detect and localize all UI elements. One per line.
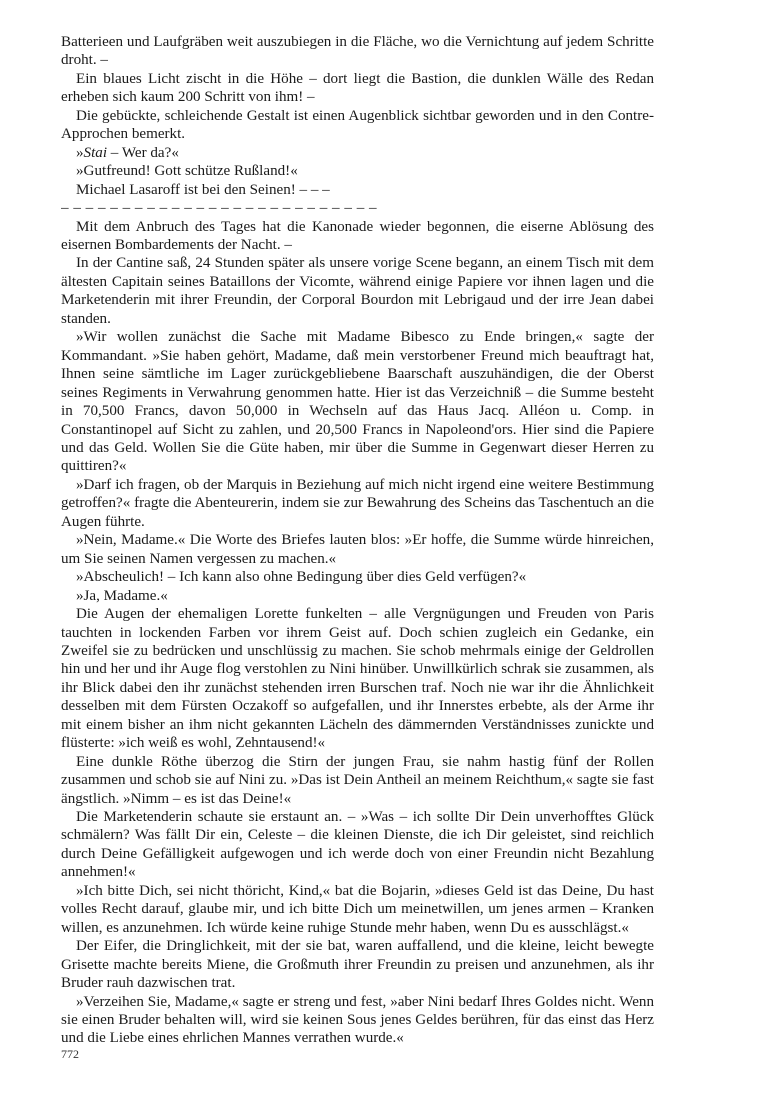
paragraph: Die gebückte, schleichende Gestalt ist einen Augenblick sichtbar geworden und in den Contre-Approchen bemerkt.: [61, 107, 654, 143]
paragraph: In der Cantine saß, 24 Stunden später als unsere vorige Scene begann, an einem Tisch mit dem ältesten Capitain seines Bataillons der Vicomte, während einige Papiere vor ihnen lagen und die Marketenderin mit ihrer Freundin, der Corporal Bourdon mit Lebrigaud und der irre Jean dabei standen.: [61, 255, 654, 327]
emphasis-word: Stai: [83, 144, 108, 161]
section-divider: – – – – – – – – – – – – – – – – – – – – – – – – – –: [61, 200, 378, 217]
dialogue-line: »Gutfreund! Gott schütze Rußland!«: [76, 163, 298, 180]
page-number: 772: [61, 1047, 79, 1061]
paragraph: »Darf ich fragen, ob der Marquis in Beziehung auf mich nicht irgend eine weitere Bestimmung getroffen?« fragte die Abenteurerin, indem sie zur Bewahrung des Scheins das Taschentuch an die Augen führte.: [61, 476, 654, 530]
paragraph: Die Marketenderin schaute sie erstaunt an. – »Was – ich sollte Dir Dein unverhofftes Glück schmälern? Was fällt Dir ein, Celeste – die kleinen Dienste, die ich Dir geleistet, sind reichlich durch Deine Gefälligkeit aufgewogen und ich werde doch von einer Freundin nicht Bezahlung annehmen!«: [61, 809, 654, 881]
paragraph: Eine dunkle Röthe überzog die Stirn der jungen Frau, sie nahm hastig fünf der Rollen zusammen und schob sie auf Nini zu. »Das ist Dein Antheil an meinem Reichthum,« sagte sie fast ängstlich. »Nimm – es ist das Deine!«: [61, 753, 654, 807]
paragraph: »Wir wollen zunächst die Sache mit Madame Bibesco zu Ende bringen,« sagte der Kommandant. »Sie haben gehört, Madame, daß mein verstorbener Freund mich beauftragt hat, Ihnen seine sämtliche im Lager zurückgebliebene Baarschaft auszuhändigen, die der Oberst seines Regiments in Verwahrung genommen hatte. Hier ist das Verzeichniß – die Summe besteht in 70,500 Francs, davon 50,000 in Wechseln auf das Haus Jacq. Alléon u. Comp. in Constantinopel auf Sicht zu zahlen, und 20,500 Francs in Napoleond'ors. Hier sind die Papiere und das Geld. Wollen Sie die Güte haben, mir über die Summe in Gegenwart dieser Herren zu quittiren?«: [61, 329, 654, 475]
dialogue-line: »Ja, Madame.«: [76, 587, 168, 604]
paragraph: Ein blaues Licht zischt in die Höhe – dort liegt die Bastion, die dunklen Wälle des Redan erheben sich kaum 200 Schritt von ihm! –: [61, 70, 654, 106]
dialogue-line: »Abscheulich! – Ich kann also ohne Bedingung über dies Geld verfügen?«: [76, 569, 527, 586]
page-body: [61, 33, 654, 1048]
paragraph: »Ich bitte Dich, sei nicht thöricht, Kind,« bat die Bojarin, »dieses Geld ist das Deine, Du hast volles Recht darauf, glaube mir, und ich bitte Dich um meinetwillen, um jenes armen – Kranken willen, es anzunehmen. Ich würde keine ruhige Stunde mehr haben, wenn Du es ausschlägst.«: [61, 882, 654, 936]
paragraph: Mit dem Anbruch des Tages hat die Kanonade wieder begonnen, die eiserne Ablösung des eisernen Bombardements der Nacht. –: [61, 218, 654, 253]
paragraph: »Verzeihen Sie, Madame,« sagte er streng und fest, »aber Nini bedarf Ihres Goldes nicht. Wenn sie einen Bruder behalten will, wird sie keinen Sous jenes Geldes berühren, für das einst das Herz und die Liebe eines ehrlichen Mannes verrathen wurde.«: [61, 993, 654, 1047]
paragraph: Batterieen und Laufgräben weit auszubiegen in die Fläche, wo die Vernichtung auf jedem Schritte droht. –: [61, 34, 654, 69]
paragraph: Michael Lasaroff ist bei den Seinen! – – –: [76, 181, 330, 198]
paragraph: »Nein, Madame.« Die Worte des Briefes lauten blos: »Er hoffe, die Summe würde hinreichen, um Sie seinen Namen vergessen zu machen.«: [61, 532, 654, 567]
paragraph: Der Eifer, die Dringlichkeit, mit der sie bat, waren auffallend, und die kleine, leicht bewegte Grisette machte bereits Miene, die Großmuth ihrer Freundin zu preisen und anzunehmen, als ihr Bruder rauh dazwischen trat.: [61, 938, 654, 992]
dialogue-line: »Stai – Wer da?«: [76, 144, 179, 161]
paragraph: Die Augen der ehemaligen Lorette funkelten – alle Vergnügungen und Freuden von Paris tauchten in lockenden Farben vor ihrem Geist auf. Doch schien zugleich ein Gedanke, ein Zweifel sie zu bedrücken und unschlüssig zu machen. Sie schob mehrmals einige der Geldrollen hin und her und ihr Auge flog verstohlen zu Nini hinüber. Unwillkürlich schrak sie zusammen, als ihr Blick dabei den ihr zunächst stehenden irren Burschen traf. Noch nie war ihr die Ähnlichkeit desselben mit dem Fürsten Oczakoff so aufgefallen, und ihr Innerstes erbebte, als der Arme ihr mit einem bisher an ihm nicht gekannten Lächeln des dämmernden Verständnisses zunickte und flüsterte: »ich weiß es wohl, Zehntausend!«: [61, 606, 654, 752]
